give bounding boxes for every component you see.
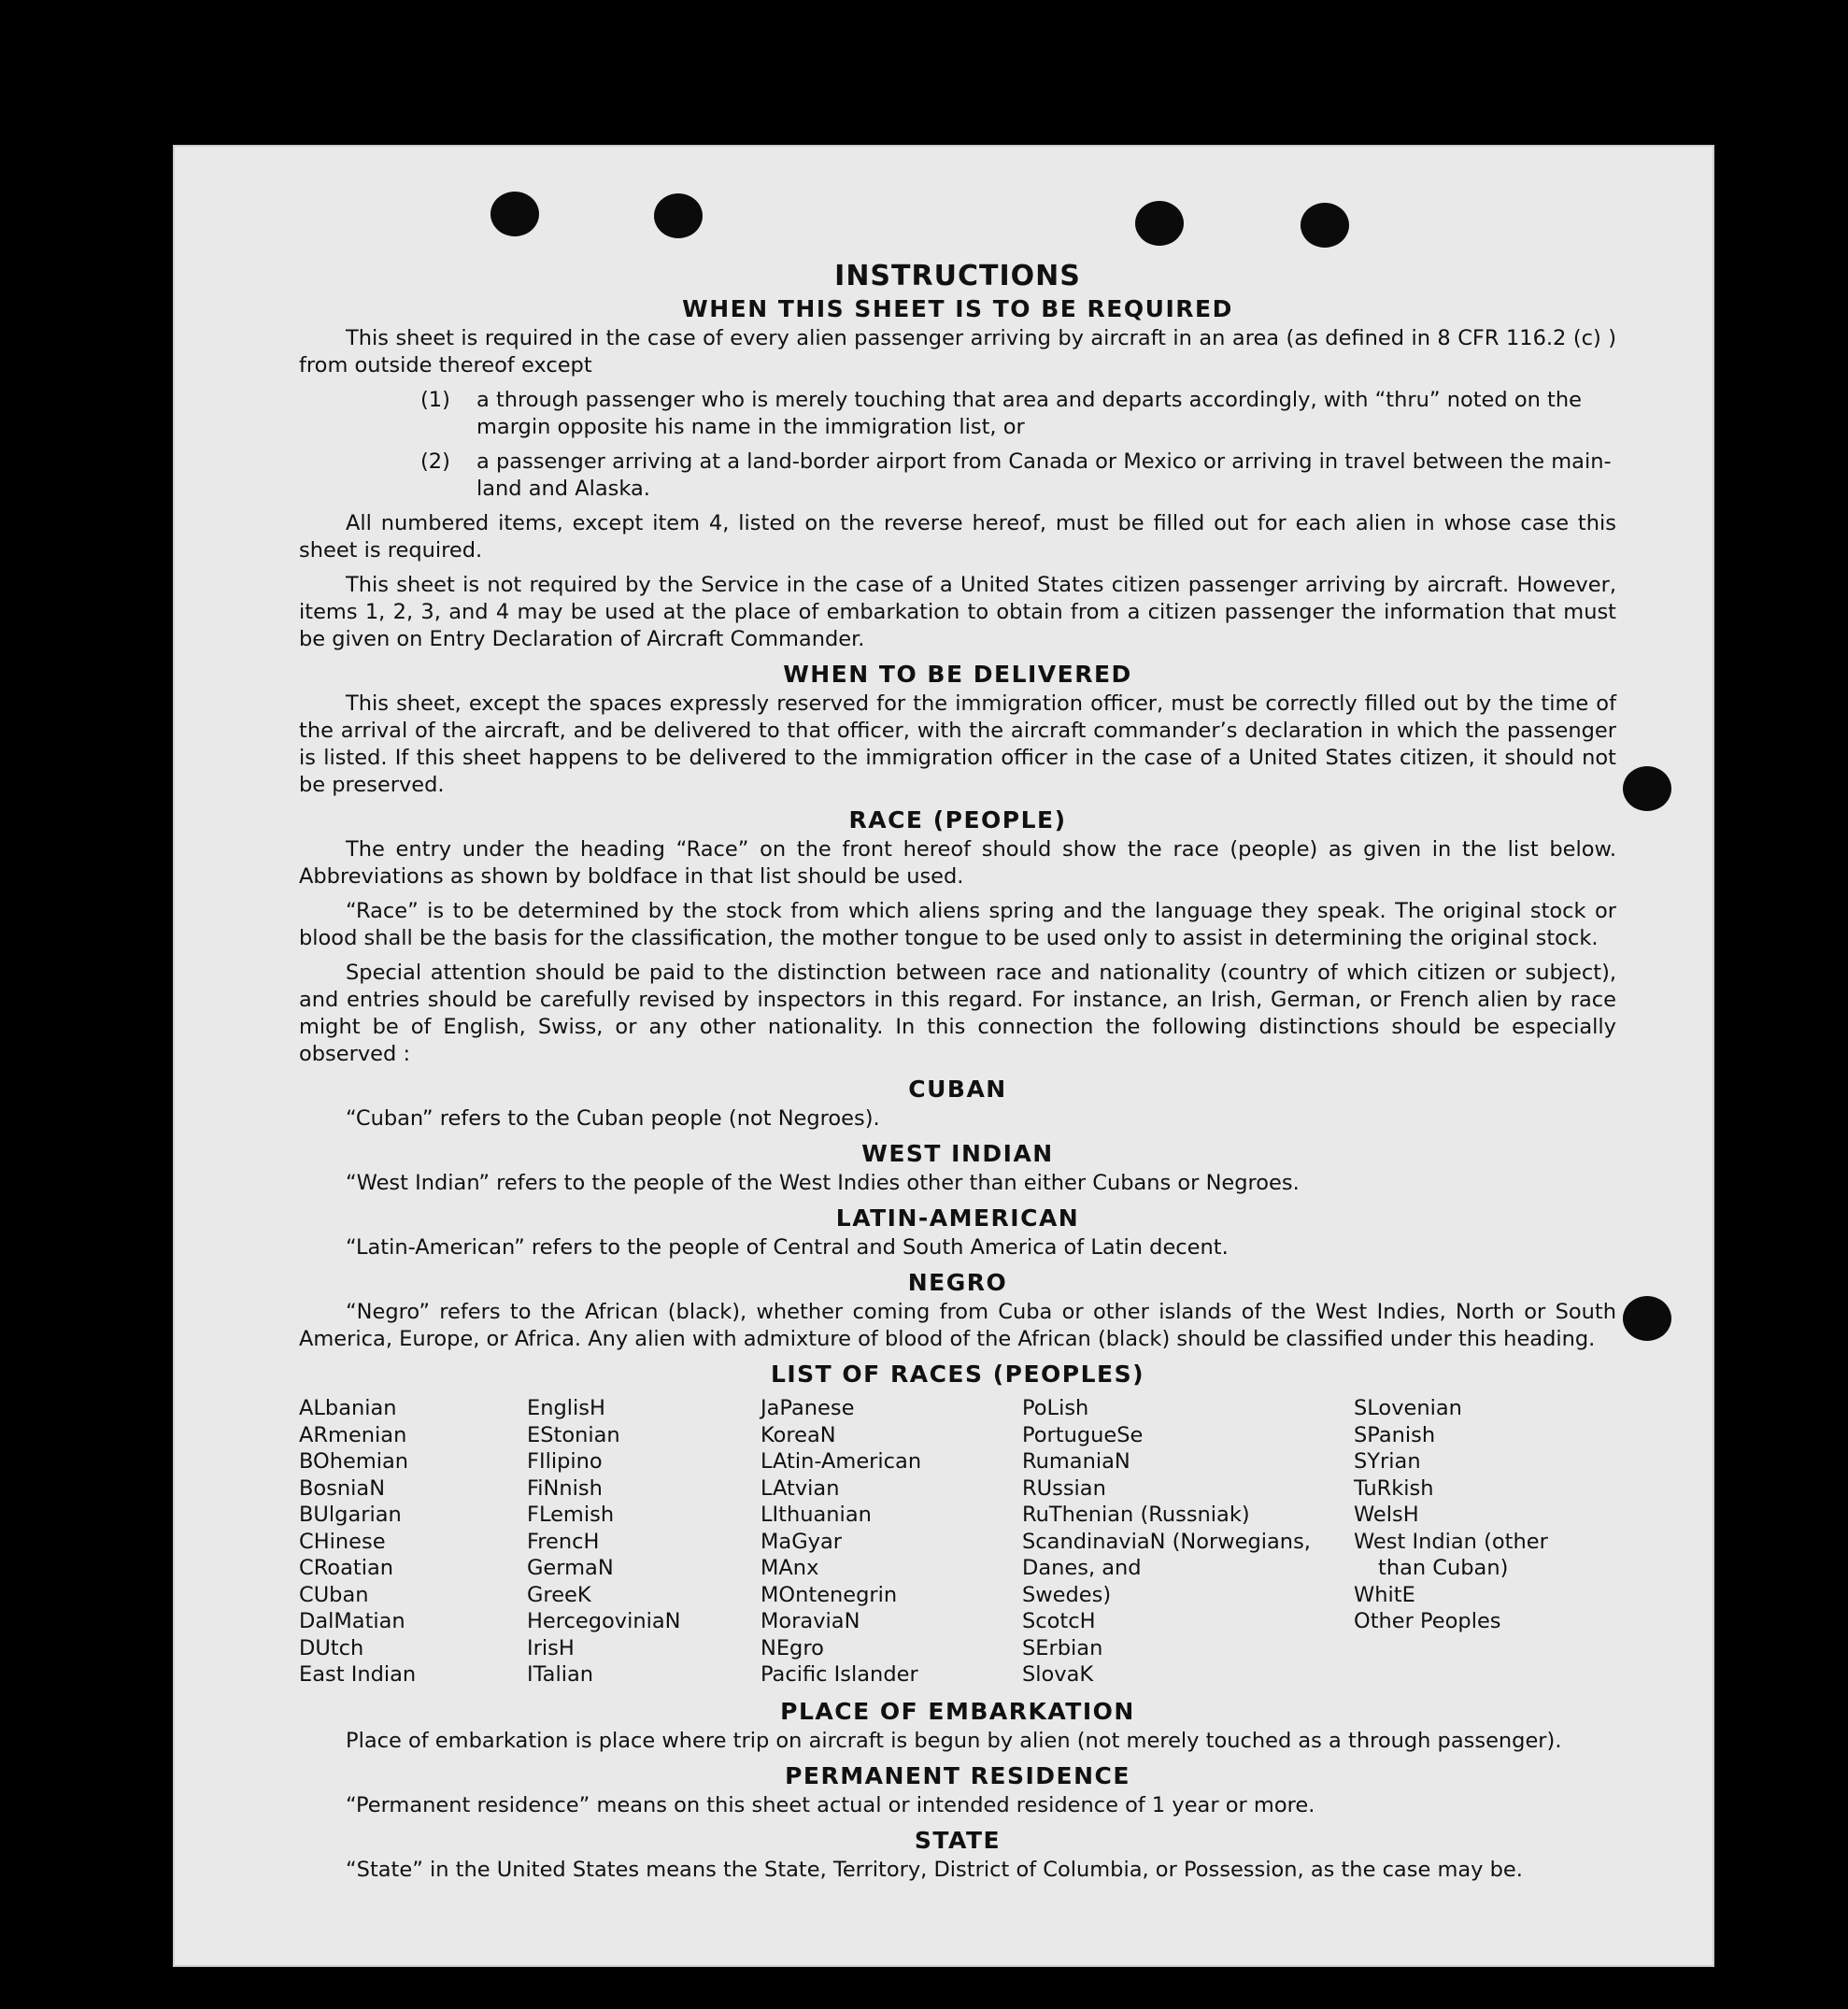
race-column [1022,1395,1354,1688]
race-item: SPanish [1354,1422,1436,1447]
section-heading: CUBAN [908,1076,1007,1103]
race-item: Swedes) [1022,1582,1112,1607]
race-item: IrisH [527,1635,575,1660]
paragraph: This sheet is not required by the Service in the case of a United States citizen passenger arriving by aircraft. However, items 1, 2, 3, and 4 may be used at the place of embarkation to obtain from a citizen passenger the information that must be given on Entry Declaration of Aircraft Commander. [299,573,1616,651]
race-item: ScotcH [1022,1609,1096,1633]
section-heading: LATIN-AMERICAN [835,1204,1080,1232]
paragraph: “State” in the United States means the State, Territory, District of Columbia, or Possession, as the case may be. [346,1857,1523,1882]
paragraph: This sheet, except the spaces expressly reserved for the immigration officer, must be correctly filled out by the time of the arrival of the aircraft, and be delivered to that officer, with the aircraft commander’s declaration in which the passenger is listed. If this sheet happens to be delivered to the immigration officer in the case of a United States citizen, it should not be preserved. [299,691,1616,797]
race-item: GermaN [527,1556,614,1580]
race-item: than Cuban) [1378,1556,1509,1580]
paragraph: “Latin-American” refers to the people of Central and South America of Latin decent. [346,1235,1229,1260]
race-item: LAtin-American [761,1449,922,1474]
race-item: DalMatian [299,1609,405,1633]
race-item: ITalian [527,1662,593,1687]
punch-hole [1301,203,1349,248]
race-item: LAtvian [761,1475,840,1501]
race-column [761,1395,1022,1688]
race-item: SErbian [1022,1635,1103,1660]
item-number: (2) [420,449,450,474]
race-item: JaPanese [761,1396,855,1420]
paragraph: “Negro” refers to the African (black), whether coming from Cuba or other islands of the West Indies, North or South America, Europe, or Africa. Any alien with admixture of blood of the African (black) should be classified under this heading. [299,1300,1616,1351]
section-heading: NEGRO [907,1269,1008,1296]
instructions-content [299,257,1616,1891]
race-item: FIlipino [527,1449,603,1474]
race-item: EStonian [527,1422,620,1447]
race-item: WhitE [1354,1582,1415,1607]
race-item: TuRkish [1354,1475,1434,1501]
race-item: DUtch [299,1635,364,1660]
race-item: BUlgarian [299,1503,402,1527]
paragraph: This sheet is required in the case of every alien passenger arriving by aircraft in an area (as defined in 8 CFR 116.2 (c) ) from outside thereof except [299,326,1616,378]
race-item: ScandinaviaN (Norwegians, [1022,1529,1311,1554]
race-item: Danes, and [1022,1556,1142,1580]
paragraph: Special attention should be paid to the distinction between race and nationality (country of which citizen or subject), and entries should be carefully revised by inspectors in this regard. For instance, an Irish, German, or French alien by race might be of English, Swiss, or any other nationality. In this connection the following distinctions should be especially observed : [299,961,1616,1066]
race-item: SYrian [1354,1449,1421,1474]
race-item: GreeK [527,1582,591,1607]
race-item: RumaniaN [1022,1449,1130,1474]
race-item: ALbanian [299,1396,397,1420]
race-list [299,1395,1616,1688]
item-text: a through passenger who is merely touching that area and departs accordingly, with “thru” noted on the margin opposite his name in the immigration list, or [476,388,1582,439]
race-item: HercegoviniaN [527,1609,681,1633]
section-heading: RACE (PEOPLE) [848,806,1067,834]
punch-hole [1623,1296,1671,1341]
race-item: MAnx [761,1556,819,1580]
race-column [299,1395,527,1688]
race-item: FrencH [527,1529,600,1554]
document-sheet [173,145,1714,1967]
race-item: FiNnish [527,1475,603,1501]
section-heading: WHEN TO BE DELIVERED [783,661,1132,688]
race-item: MaGyar [761,1529,842,1554]
paragraph: The entry under the heading “Race” on the front hereof should show the race (people) as given in the list below. Abbreviations as shown by boldface in that list should be used. [299,837,1616,889]
section-heading: PERMANENT RESIDENCE [785,1761,1130,1789]
section-heading: WEST INDIAN [861,1140,1054,1167]
race-item: MoraviaN [761,1609,860,1633]
section-heading: PLACE OF EMBARKATION [780,1697,1135,1725]
race-item: BosniaN [299,1475,386,1501]
punch-hole [654,193,703,238]
document-title: INSTRUCTIONS [834,260,1081,292]
race-item: EnglisH [527,1396,605,1420]
race-item: West Indian (other [1354,1529,1548,1554]
race-item: RUssian [1022,1475,1106,1501]
race-item: PoLish [1022,1396,1089,1420]
race-item: SLovenian [1354,1396,1462,1420]
race-item: KoreaN [761,1422,836,1447]
race-item: Other Peoples [1354,1609,1501,1633]
section-heading: WHEN THIS SHEET IS TO BE REQUIRED [682,295,1233,322]
punch-hole [490,192,539,236]
race-item: RuThenian (Russniak) [1022,1503,1250,1527]
paragraph: “Race” is to be determined by the stock from which aliens spring and the language they speak. The original stock or blood shall be the basis for the classification, the mother tongue to be used only to assist in determining the original stock. [299,899,1616,950]
race-column [527,1395,761,1688]
item-text: a passenger arriving at a land-border airport from Canada or Mexico or arriving in travel between the main-land and Alaska. [476,449,1612,501]
paragraph: “Permanent residence” means on this sheet actual or intended residence of 1 year or more. [346,1792,1315,1817]
list-item [420,387,1616,441]
race-item: Pacific Islander [761,1662,918,1687]
race-item: BOhemian [299,1449,409,1474]
race-item: LIthuanian [761,1503,872,1527]
race-item: CRoatian [299,1556,394,1580]
race-column [1354,1395,1615,1688]
race-item: East Indian [299,1662,417,1687]
section-heading: STATE [914,1826,1002,1854]
list-item [420,449,1616,503]
race-item: FLemish [527,1503,615,1527]
race-item: PortugueSe [1022,1422,1144,1447]
section-heading: LIST OF RACES (PEOPLES) [770,1361,1145,1388]
paragraph: Place of embarkation is place where trip on aircraft is begun by alien (not merely touched as a through passenger). [346,1728,1562,1753]
race-item: WelsH [1354,1503,1419,1527]
race-item: CUban [299,1582,369,1607]
race-item: MOntenegrin [761,1582,898,1607]
race-item: CHinese [299,1529,386,1554]
race-item: SlovaK [1022,1662,1094,1687]
item-number: (1) [420,388,450,412]
race-item: ARmenian [299,1422,407,1447]
paragraph: “West Indian” refers to the people of the West Indies other than either Cubans or Negroes. [346,1171,1300,1195]
punch-hole [1623,766,1671,811]
paragraph: All numbered items, except item 4, listed on the reverse hereof, must be filled out for each alien in whose case this sheet is required. [299,511,1616,563]
paragraph: “Cuban” refers to the Cuban people (not Negroes). [346,1106,880,1131]
race-item: NEgro [761,1635,824,1660]
punch-hole [1135,201,1184,246]
